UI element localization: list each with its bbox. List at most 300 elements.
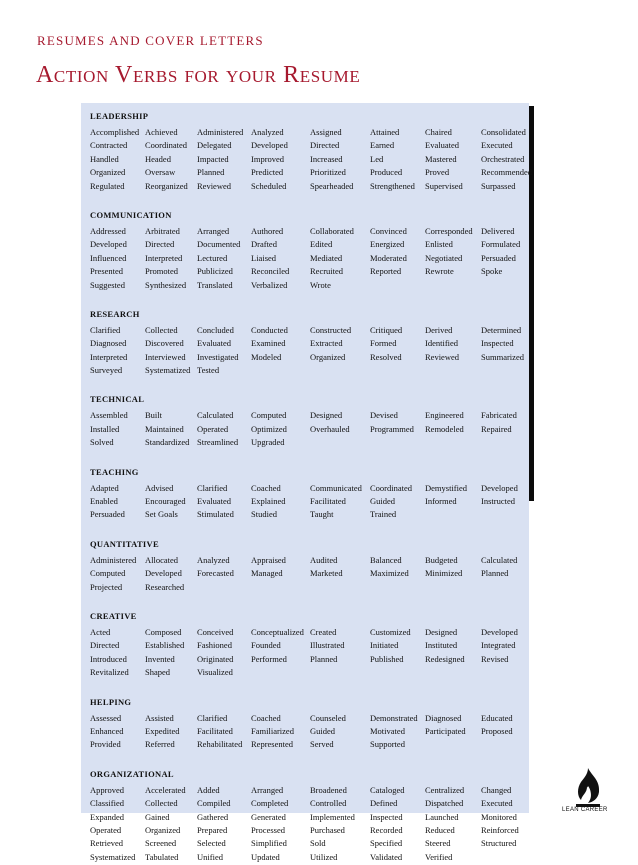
- verb-cell: Computed: [90, 568, 126, 579]
- verb-cell: Studied: [251, 509, 277, 520]
- verb-cell: Convinced: [370, 225, 407, 236]
- verb-cell: Increased: [310, 153, 343, 164]
- verb-cell: [481, 509, 530, 522]
- verb-cell: Concluded: [197, 324, 234, 335]
- verb-row: [90, 424, 530, 437]
- verb-cell: Handled: [90, 153, 119, 164]
- verb-cell: Developed: [145, 568, 182, 579]
- verbs-content: [90, 111, 530, 865]
- verb-cell: Reconciled: [251, 266, 290, 277]
- verb-cell: Instructed: [481, 496, 515, 507]
- verb-cell: Arbitrated: [145, 225, 180, 236]
- verb-cell: Conducted: [251, 324, 288, 335]
- verb-row: [90, 654, 530, 667]
- verb-cell: Determined: [481, 324, 522, 335]
- verb-cell: Mediated: [310, 252, 343, 263]
- verb-cell: Led: [370, 153, 384, 164]
- verb-cell: Changed: [481, 784, 512, 795]
- section-heading: ORGANIZATIONAL: [90, 768, 174, 779]
- verb-cell: [251, 365, 310, 378]
- section-research: [90, 309, 530, 379]
- verb-row: [90, 739, 530, 752]
- verb-row: [90, 280, 530, 293]
- verb-cell: Overhauled: [310, 423, 350, 434]
- verb-row: [90, 167, 530, 180]
- verb-cell: Balanced: [370, 554, 402, 565]
- verb-cell: Predicted: [251, 167, 284, 178]
- verb-row: [90, 627, 530, 640]
- logo-text: LEAN CAREER: [562, 807, 608, 813]
- verb-cell: Instituted: [425, 640, 458, 651]
- verb-cell: Consolidated: [481, 127, 526, 137]
- verb-cell: Collected: [145, 798, 178, 809]
- verb-cell: Integrated: [481, 640, 516, 651]
- verb-cell: Remodeled: [425, 423, 464, 434]
- verb-row: [90, 266, 530, 279]
- verb-cell: Marketed: [310, 568, 343, 579]
- verb-cell: Clarified: [197, 712, 228, 723]
- verb-cell: Published: [370, 653, 404, 664]
- eyebrow-heading: RESUMES AND COVER LETTERS: [37, 33, 264, 48]
- verb-cell: Reported: [370, 266, 402, 277]
- verb-cell: Arranged: [197, 225, 230, 236]
- verb-cell: Fabricated: [481, 410, 517, 421]
- verb-cell: Recruited: [310, 266, 344, 277]
- verb-cell: Participated: [425, 725, 466, 736]
- verb-cell: Supervised: [425, 180, 463, 191]
- verb-cell: Verified: [425, 851, 453, 862]
- verb-cell: Illustrated: [310, 640, 345, 651]
- verb-cell: Proposed: [481, 725, 513, 736]
- verb-cell: Demonstrated: [370, 712, 418, 723]
- verb-cell: Launched: [425, 811, 459, 822]
- verb-cell: Guided: [370, 496, 396, 507]
- verb-row: [90, 667, 530, 680]
- verb-row: [90, 825, 530, 838]
- verb-cell: Accelerated: [145, 784, 186, 795]
- verb-cell: Reduced: [425, 824, 455, 835]
- section-heading: CREATIVE: [90, 610, 137, 621]
- verb-cell: Acted: [90, 626, 111, 637]
- verb-cell: Directed: [310, 140, 340, 151]
- verb-cell: [370, 582, 425, 595]
- verb-cell: [481, 437, 530, 450]
- verb-cell: Updated: [251, 851, 280, 862]
- verb-cell: Critiqued: [370, 324, 403, 335]
- verb-cell: Reorganized: [145, 180, 188, 191]
- verb-row: [90, 127, 530, 140]
- verb-cell: Gained: [145, 811, 170, 822]
- verb-cell: Influenced: [90, 252, 127, 263]
- verb-cell: [425, 509, 481, 522]
- verb-cell: Improved: [251, 153, 285, 164]
- verb-cell: Compiled: [197, 798, 231, 809]
- verb-row: [90, 640, 530, 653]
- verb-cell: Reviewed: [425, 351, 459, 362]
- verb-cell: Formulated: [481, 239, 521, 250]
- verb-cell: Constructed: [310, 324, 352, 335]
- section-teaching: [90, 467, 530, 523]
- verb-cell: Developed: [251, 140, 288, 151]
- verb-cell: Administered: [197, 127, 244, 137]
- verb-cell: [481, 852, 530, 865]
- section-heading: HELPING: [90, 696, 132, 707]
- verb-cell: Interpreted: [145, 252, 183, 263]
- verb-cell: Added: [197, 784, 220, 795]
- verb-cell: [481, 582, 530, 595]
- verb-cell: Diagnosed: [90, 338, 127, 349]
- verb-row: [90, 365, 530, 378]
- section-helping: [90, 697, 530, 753]
- verb-cell: Examined: [251, 338, 286, 349]
- verb-cell: [425, 437, 481, 450]
- verb-cell: Coordinated: [145, 140, 188, 151]
- verb-cell: Identified: [425, 338, 459, 349]
- verb-cell: Projected: [90, 581, 123, 592]
- verb-cell: Revised: [481, 653, 509, 664]
- verb-cell: Energized: [370, 239, 405, 250]
- verb-cell: Drafted: [251, 239, 277, 250]
- verb-cell: Forecasted: [197, 568, 234, 579]
- verb-cell: [251, 582, 310, 595]
- section-communication: [90, 210, 530, 293]
- verb-cell: Diagnosed: [425, 712, 462, 723]
- verb-row: [90, 496, 530, 509]
- verb-cell: Lectured: [197, 252, 228, 263]
- verb-row: [90, 838, 530, 851]
- verb-cell: Formed: [370, 338, 397, 349]
- verb-cell: Informed: [425, 496, 457, 507]
- verb-cell: Specified: [370, 838, 403, 849]
- verb-cell: [425, 739, 481, 752]
- verb-cell: Counseled: [310, 712, 346, 723]
- verb-row: [90, 509, 530, 522]
- verb-row: [90, 798, 530, 811]
- verb-cell: Derived: [425, 324, 453, 335]
- verb-cell: Summarized: [481, 351, 524, 362]
- verb-cell: Rewrote: [425, 266, 454, 277]
- verb-cell: Maintained: [145, 423, 184, 434]
- verb-row: [90, 140, 530, 153]
- verb-cell: Spoke: [481, 266, 503, 277]
- verb-row: [90, 852, 530, 865]
- verb-cell: Broadened: [310, 784, 347, 795]
- verb-cell: Resolved: [370, 351, 402, 362]
- verb-cell: Attained: [370, 127, 400, 137]
- verb-cell: Performed: [251, 653, 287, 664]
- verb-cell: Visualized: [197, 667, 233, 678]
- verb-cell: Built: [145, 410, 163, 421]
- verb-cell: Customized: [370, 626, 411, 637]
- verb-cell: Organized: [90, 167, 126, 178]
- verb-cell: Prioritized: [310, 167, 346, 178]
- verb-cell: Enlisted: [425, 239, 453, 250]
- verb-cell: Guided: [310, 725, 336, 736]
- verb-cell: Solved: [90, 437, 114, 448]
- section-quantitative: [90, 539, 530, 595]
- verb-cell: Developed: [481, 482, 518, 493]
- verb-cell: Planned: [197, 167, 225, 178]
- verb-cell: [425, 582, 481, 595]
- verb-cell: Defined: [370, 798, 398, 809]
- verb-cell: Conceptualized: [251, 626, 304, 637]
- verb-cell: Stimulated: [197, 509, 234, 520]
- verb-cell: Analyzed: [251, 127, 284, 137]
- verb-cell: Coached: [251, 482, 281, 493]
- verb-cell: Expanded: [90, 811, 124, 822]
- verb-cell: Installed: [90, 423, 120, 434]
- verb-cell: Collected: [145, 324, 178, 335]
- verb-cell: Strengthened: [370, 180, 415, 191]
- section-heading: TECHNICAL: [90, 394, 145, 405]
- section-heading: COMMUNICATION: [90, 209, 172, 220]
- verb-row: [90, 555, 530, 568]
- verb-cell: Communicated: [310, 482, 362, 493]
- verb-cell: Initiated: [370, 640, 399, 651]
- section-heading: RESEARCH: [90, 308, 140, 319]
- verb-cell: Conceived: [197, 626, 234, 637]
- verb-cell: Operated: [90, 824, 122, 835]
- verb-cell: Inspected: [370, 811, 403, 822]
- verb-cell: Redesigned: [425, 653, 465, 664]
- verb-cell: Corresponded: [425, 225, 473, 236]
- verb-cell: Streamlined: [197, 437, 239, 448]
- verb-cell: Engineered: [425, 410, 464, 421]
- verb-row: [90, 352, 530, 365]
- verb-cell: Headed: [145, 153, 171, 164]
- verb-cell: Familiarized: [251, 725, 294, 736]
- verb-row: [90, 785, 530, 798]
- verb-cell: Operated: [197, 423, 229, 434]
- verb-cell: Chaired: [425, 127, 452, 137]
- verb-cell: Revitalized: [90, 667, 129, 678]
- verb-cell: [310, 365, 370, 378]
- verb-cell: Adapted: [90, 482, 119, 493]
- verb-cell: Taught: [310, 509, 334, 520]
- verb-cell: Coordinated: [370, 482, 413, 493]
- verb-cell: Addressed: [90, 225, 126, 236]
- verb-cell: Documented: [197, 239, 241, 250]
- verb-cell: Maximized: [370, 568, 409, 579]
- verb-cell: Demystified: [425, 482, 468, 493]
- verb-cell: Organized: [145, 824, 181, 835]
- verb-cell: [481, 365, 530, 378]
- verb-cell: Monitored: [481, 811, 517, 822]
- verb-cell: Interviewed: [145, 351, 186, 362]
- verb-cell: Authored: [251, 225, 284, 236]
- verb-row: [90, 239, 530, 252]
- page-title: Action Verbs for your Resume: [36, 62, 361, 88]
- verb-row: [90, 253, 530, 266]
- verb-cell: Trained: [370, 509, 397, 520]
- verb-cell: Controlled: [310, 798, 347, 809]
- verb-cell: Collaborated: [310, 225, 354, 236]
- verb-row: [90, 226, 530, 239]
- verb-cell: Explained: [251, 496, 286, 507]
- verb-cell: Systematized: [90, 851, 136, 862]
- verb-cell: Advised: [145, 482, 174, 493]
- verb-cell: Invented: [145, 653, 175, 664]
- verb-row: [90, 812, 530, 825]
- verb-cell: [481, 739, 530, 752]
- verb-cell: Orchestrated: [481, 153, 525, 164]
- section-technical: [90, 394, 530, 450]
- verb-cell: Utilized: [310, 851, 338, 862]
- verb-cell: Gathered: [197, 811, 229, 822]
- verb-cell: [425, 280, 481, 293]
- verb-cell: Promoted: [145, 266, 179, 277]
- verb-cell: Standardized: [145, 437, 190, 448]
- verb-cell: Served: [310, 739, 334, 750]
- verb-cell: Recorded: [370, 824, 403, 835]
- verb-cell: Spearheaded: [310, 180, 354, 191]
- verb-cell: Prepared: [197, 824, 228, 835]
- verb-row: [90, 181, 530, 194]
- verb-cell: Designed: [425, 626, 458, 637]
- verb-row: [90, 338, 530, 351]
- section-heading: QUANTITATIVE: [90, 538, 159, 549]
- verb-cell: Administered: [90, 554, 137, 565]
- verb-cell: [370, 365, 425, 378]
- verb-cell: Facilitated: [310, 496, 346, 507]
- verb-cell: Designed: [310, 410, 343, 421]
- verb-cell: Achieved: [145, 127, 178, 137]
- verb-cell: Represented: [251, 739, 294, 750]
- verb-cell: Fashioned: [197, 640, 232, 651]
- verb-cell: [251, 667, 310, 680]
- verb-cell: Processed: [251, 824, 285, 835]
- verb-cell: Repaired: [481, 423, 512, 434]
- verb-cell: Clarified: [197, 482, 228, 493]
- verb-row: [90, 483, 530, 496]
- verb-row: [90, 325, 530, 338]
- verb-cell: [370, 437, 425, 450]
- verb-cell: Sold: [310, 838, 326, 849]
- verb-cell: [310, 582, 370, 595]
- verb-cell: Executed: [481, 798, 513, 809]
- verb-row: [90, 713, 530, 726]
- verb-cell: Analyzed: [197, 554, 230, 565]
- verb-cell: Educated: [481, 712, 513, 723]
- verb-cell: Researched: [145, 581, 185, 592]
- verb-cell: Approved: [90, 784, 124, 795]
- verb-cell: Introduced: [90, 653, 127, 664]
- verb-cell: Devised: [370, 410, 398, 421]
- section-heading: TEACHING: [90, 466, 139, 477]
- verb-cell: Motivated: [370, 725, 405, 736]
- verb-cell: [425, 667, 481, 680]
- verb-row: [90, 437, 530, 450]
- verb-cell: Referred: [145, 739, 175, 750]
- verb-cell: Appraised: [251, 554, 286, 565]
- verb-cell: Reviewed: [197, 180, 231, 191]
- verb-cell: Managed: [251, 568, 283, 579]
- verb-row: [90, 726, 530, 739]
- verb-cell: Persuaded: [90, 509, 125, 520]
- verb-cell: Founded: [251, 640, 281, 651]
- verb-cell: Calculated: [481, 554, 518, 565]
- verb-cell: Delivered: [481, 225, 515, 236]
- verb-cell: Presented: [90, 266, 124, 277]
- verb-cell: Contracted: [90, 140, 128, 151]
- verb-cell: Originated: [197, 653, 234, 664]
- verb-cell: Extracted: [310, 338, 343, 349]
- verb-cell: Executed: [481, 140, 513, 151]
- verb-cell: Calculated: [197, 410, 234, 421]
- verb-cell: Investigated: [197, 351, 239, 362]
- verb-cell: Audited: [310, 554, 338, 565]
- verb-cell: Selected: [197, 838, 226, 849]
- verb-cell: [310, 437, 370, 450]
- verb-cell: Assessed: [90, 712, 122, 723]
- verb-cell: Proved: [425, 167, 450, 178]
- verb-cell: Expedited: [145, 725, 180, 736]
- verb-cell: Accomplished: [90, 127, 140, 137]
- verb-cell: Directed: [145, 239, 175, 250]
- verb-cell: Modeled: [251, 351, 282, 362]
- verb-cell: Enabled: [90, 496, 118, 507]
- verb-cell: Minimized: [425, 568, 463, 579]
- section-creative: [90, 611, 530, 681]
- verb-cell: Assisted: [145, 712, 174, 723]
- verb-cell: Steered: [425, 838, 451, 849]
- verb-cell: Impacted: [197, 153, 229, 164]
- verb-cell: Clarified: [90, 324, 121, 335]
- verb-cell: Retrieved: [90, 838, 124, 849]
- verb-cell: Allocated: [145, 554, 179, 565]
- verb-cell: Structured: [481, 838, 517, 849]
- verb-cell: Dispatched: [425, 798, 464, 809]
- verb-cell: Planned: [310, 653, 338, 664]
- verb-cell: Surveyed: [90, 365, 123, 376]
- verb-cell: Surpassed: [481, 180, 516, 191]
- verb-cell: Inspected: [481, 338, 514, 349]
- verb-cell: Systematized: [145, 365, 191, 376]
- verb-cell: Interpreted: [90, 351, 128, 362]
- verb-cell: Completed: [251, 798, 289, 809]
- verb-cell: Moderated: [370, 252, 407, 263]
- verb-cell: Edited: [310, 239, 333, 250]
- verb-cell: Assigned: [310, 127, 342, 137]
- section-organizational: [90, 769, 530, 865]
- verb-cell: Suggested: [90, 279, 125, 290]
- verb-cell: Provided: [90, 739, 121, 750]
- verb-cell: Planned: [481, 568, 509, 579]
- verb-cell: Computed: [251, 410, 287, 421]
- verb-cell: Composed: [145, 626, 182, 637]
- verb-cell: Set Goals: [145, 509, 178, 520]
- verb-cell: Programmed: [370, 423, 414, 434]
- section-leadership: [90, 111, 530, 194]
- verb-row: [90, 568, 530, 581]
- verb-cell: Arranged: [251, 784, 284, 795]
- verb-cell: Developed: [481, 626, 518, 637]
- verb-cell: [370, 280, 425, 293]
- verb-cell: [197, 582, 251, 595]
- verb-cell: Negotiated: [425, 252, 463, 263]
- verb-cell: [481, 667, 530, 680]
- verb-cell: Shaped: [145, 667, 171, 678]
- verb-cell: Upgraded: [251, 437, 285, 448]
- verb-cell: Established: [145, 640, 185, 651]
- verb-cell: Coached: [251, 712, 281, 723]
- verb-cell: Evaluated: [197, 496, 231, 507]
- verb-cell: [370, 667, 425, 680]
- verb-cell: Delegated: [197, 140, 232, 151]
- verb-cell: Scheduled: [251, 180, 287, 191]
- verb-cell: Unified: [197, 851, 223, 862]
- verb-cell: Evaluated: [425, 140, 459, 151]
